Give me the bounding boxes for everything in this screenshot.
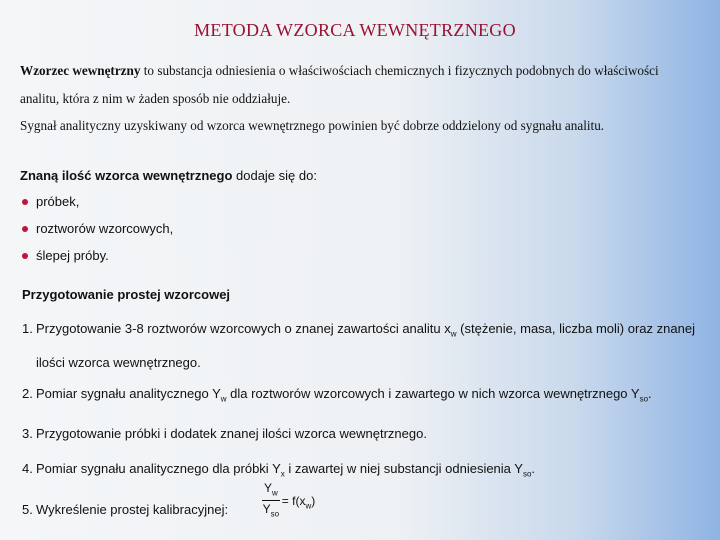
bullet-dot-icon — [22, 253, 28, 259]
definition-text-1: to substancja odniesienia o właściwościach chemicznych i fizycznych podobnych do właściwości — [140, 63, 659, 78]
intro-sentence — [20, 168, 317, 183]
step-number: 3. — [22, 426, 33, 442]
step-text: Pomiar sygnału analitycznego $Y_w$ dla roztworów wzorcowych i zawartego w nich wzorca wewnętrznego $Y_{so}$. — [36, 385, 652, 404]
step-text: Przygotowanie 3-8 roztworów wzorcowych o znanej zawartości analitu $x_w$ (stężenie, masa, liczba moli) oraz znanej ilości wzorca wewnętrznego. — [36, 321, 695, 370]
step-item — [22, 499, 712, 521]
bullet-dot-icon — [22, 199, 28, 205]
step-text: Pomiar sygnału analitycznego dla próbki $Y_x$ i zawartej w niej substancji odniesienia $Y_{so}$. — [36, 461, 536, 479]
bullet-text: próbek, — [36, 194, 80, 209]
steps-list — [22, 315, 712, 534]
bullet-list — [20, 194, 173, 275]
bullet-text: ślepej próby. — [36, 248, 109, 263]
step-text: Przygotowanie próbki i dodatek znanej ilości wzorca wewnętrznego. — [36, 426, 427, 442]
bullet-text: roztworów wzorcowych, — [36, 221, 174, 236]
definition-text-2: analitu, która z nim w żaden sposób nie oddziałuje. — [20, 91, 291, 106]
intro-rest: dodaje się do: — [232, 168, 317, 183]
list-item — [20, 248, 173, 275]
signal-paragraph: Sygnał analityczny uzyskiwany od wzorca wewnętrznego powinien być dobrze oddzielony od sygnału analitu. — [20, 118, 605, 133]
slide-title: METODA WZORCA WEWNĘTRZNEGO — [194, 20, 516, 40]
step-number: 5. — [22, 501, 33, 517]
step-item — [22, 315, 712, 377]
step-item — [22, 458, 712, 486]
calibration-formula — [262, 481, 315, 523]
section-heading: Przygotowanie prostej wzorcowej — [22, 287, 231, 302]
formula-fraction — [262, 481, 280, 523]
step-number: 2. — [22, 385, 33, 401]
intro-bold: Znaną ilość wzorca wewnętrznego — [20, 168, 233, 183]
step-number: 4. — [22, 461, 33, 477]
formula-numerator: $Y_w$ — [262, 481, 280, 501]
definition-term: Wzorzec wewnętrzny — [20, 63, 141, 78]
formula-denominator: $Y_{so}$ — [262, 502, 280, 519]
formula-rhs: = $f(x_w)$ — [281, 493, 316, 511]
step-item — [22, 383, 712, 411]
step-item — [22, 423, 712, 445]
step-text: Wykreślenie prostej kalibracyjnej: — [36, 501, 229, 517]
step-number: 1. — [22, 321, 33, 336]
list-item — [20, 221, 173, 248]
definition-paragraph — [20, 57, 710, 113]
bullet-dot-icon — [22, 226, 28, 232]
list-item — [20, 194, 173, 221]
